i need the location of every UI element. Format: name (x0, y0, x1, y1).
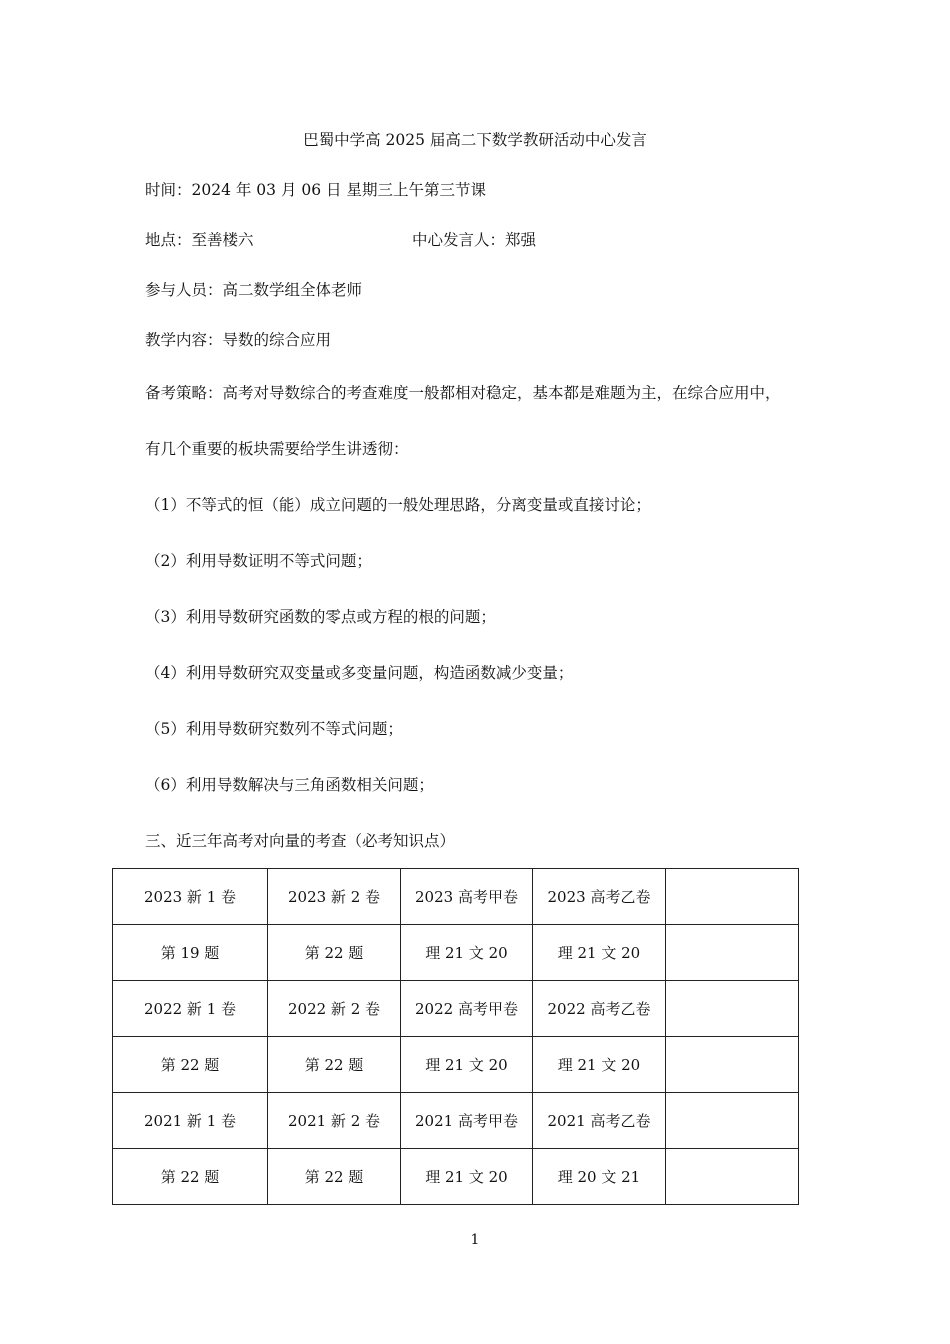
table-row (113, 1037, 799, 1093)
table-cell: 2021 高考甲卷 (401, 1093, 533, 1149)
table-cell: 2021 新 2 卷 (268, 1093, 401, 1149)
table-cell: 理 20 文 21 (533, 1149, 666, 1205)
table-cell: 2023 高考甲卷 (401, 869, 533, 925)
table-cell (666, 869, 799, 925)
table-cell: 第 22 题 (268, 1037, 401, 1093)
table-cell: 第 19 题 (113, 925, 268, 981)
participants-line: 参与人员：高二数学组全体老师 (145, 281, 363, 299)
table-cell: 2022 高考乙卷 (533, 981, 666, 1037)
exam-table (112, 868, 799, 1205)
table-row (113, 1149, 799, 1205)
table-cell (666, 925, 799, 981)
list-item: （3）利用导数研究函数的零点或方程的根的问题； (145, 608, 496, 626)
list-item: （1）不等式的恒（能）成立问题的一般处理思路，分离变量或直接讨论； (145, 496, 651, 514)
table-cell: 理 21 文 20 (533, 1037, 666, 1093)
list-item: （6）利用导数解决与三角函数相关问题； (145, 776, 434, 794)
time-line: 时间：2024 年 03 月 06 日 星期三上午第三节课 (145, 181, 486, 199)
table-cell: 理 21 文 20 (401, 925, 533, 981)
table-cell: 2023 高考乙卷 (533, 869, 666, 925)
document-title: 巴蜀中学高 2025 届高二下数学教研活动中心发言 (303, 131, 647, 149)
strategy-line-1: 备考策略：高考对导数综合的考查难度一般都相对稳定，基本都是难题为主，在综合应用中， (145, 384, 781, 402)
table-cell: 理 21 文 20 (401, 1037, 533, 1093)
table-cell: 第 22 题 (113, 1149, 268, 1205)
table-cell: 理 21 文 20 (533, 925, 666, 981)
table-cell: 2023 新 2 卷 (268, 869, 401, 925)
table-cell: 第 22 题 (268, 925, 401, 981)
table-cell: 理 21 文 20 (401, 1149, 533, 1205)
table-row (113, 925, 799, 981)
section-heading: 三、近三年高考对向量的考查（必考知识点） (145, 832, 456, 850)
table-row (113, 981, 799, 1037)
table-cell (666, 1093, 799, 1149)
table-row (113, 1093, 799, 1149)
table-cell (666, 981, 799, 1037)
table-cell (666, 1037, 799, 1093)
list-item: （4）利用导数研究双变量或多变量问题，构造函数减少变量； (145, 664, 574, 682)
table-cell: 2022 新 2 卷 (268, 981, 401, 1037)
strategy-line-2: 有几个重要的板块需要给学生讲透彻： (145, 440, 409, 458)
table-cell: 2021 新 1 卷 (113, 1093, 268, 1149)
list-item: （5）利用导数研究数列不等式问题； (145, 720, 403, 738)
table-row (113, 869, 799, 925)
table-cell: 2022 新 1 卷 (113, 981, 268, 1037)
table-cell: 2021 高考乙卷 (533, 1093, 666, 1149)
page-number: 1 (470, 1232, 480, 1248)
table-cell (666, 1149, 799, 1205)
table-cell: 2023 新 1 卷 (113, 869, 268, 925)
location-line: 地点：至善楼六 (145, 231, 254, 249)
list-item: （2）利用导数证明不等式问题； (145, 552, 372, 570)
content-line: 教学内容：导数的综合应用 (145, 331, 332, 349)
table-cell: 第 22 题 (113, 1037, 268, 1093)
table-cell: 2022 高考甲卷 (401, 981, 533, 1037)
speaker-line: 中心发言人：郑强 (412, 231, 537, 249)
table-cell: 第 22 题 (268, 1149, 401, 1205)
